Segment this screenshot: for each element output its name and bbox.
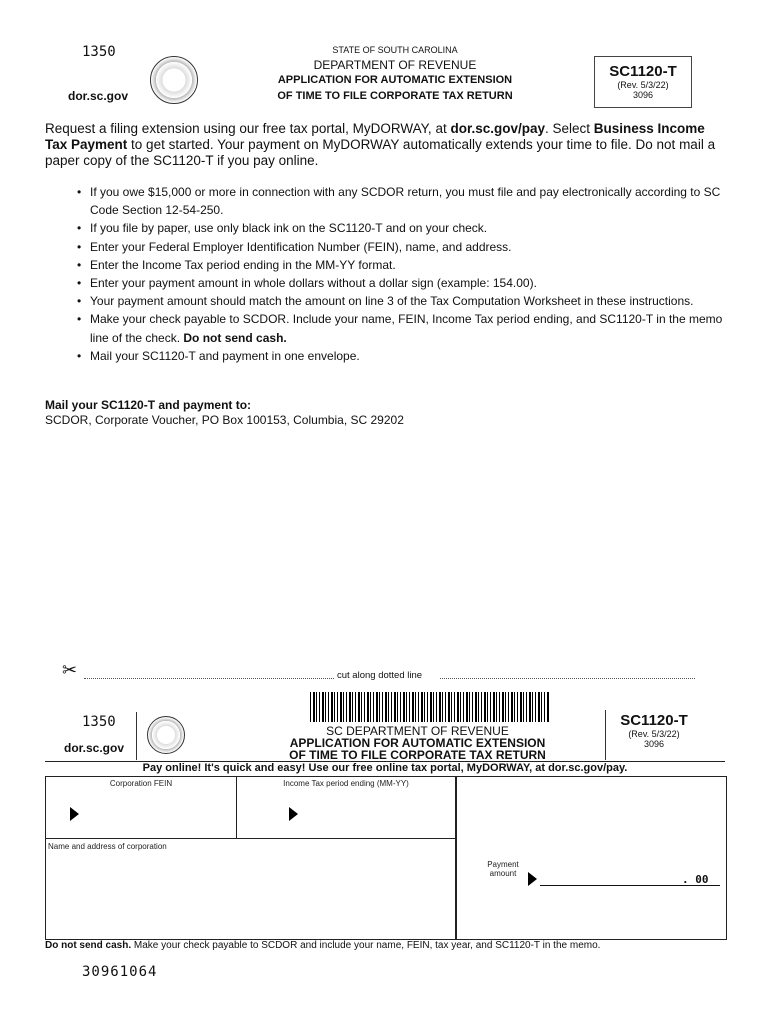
revision: (Rev. 5/3/22): [617, 80, 669, 90]
voucher-form-code: 1350: [82, 714, 116, 730]
cut-line-left: [84, 678, 334, 679]
document-number: 30961064: [82, 964, 158, 980]
fein-label: Corporation FEIN: [109, 779, 173, 788]
voucher-department: SC DEPARTMENT OF REVENUE: [326, 724, 509, 738]
name-address-label: Name and address of corporation: [48, 842, 167, 851]
cents-suffix: . 00: [682, 873, 709, 886]
mail-address: SCDOR, Corporate Voucher, PO Box 100153, Columbia, SC 29202: [45, 413, 404, 427]
name-address-field[interactable]: [48, 855, 452, 935]
footer-warning: Do not send cash.: [45, 940, 132, 951]
state-seal-icon: [150, 56, 198, 104]
intro-text-3: to get started. Your payment on MyDORWAY automatically extends your time to file. Do not mail a paper copy of the SC1120-T if you pay online.: [45, 137, 716, 168]
scissors-icon: ✂: [62, 660, 78, 680]
footer-text: Make your check payable to SCDOR and include your name, FEIN, tax year, and SC1120-T in the memo.: [131, 940, 601, 951]
list-item: • If you owe $15,000 or more in connection with any SCDOR return, you must file and pay electronically according to SC Code Section 12-54-250.: [90, 183, 732, 219]
voucher-title-line1: APPLICATION FOR AUTOMATIC EXTENSION: [289, 736, 546, 750]
form-title-line1: APPLICATION FOR AUTOMATIC EXTENSION: [277, 74, 513, 86]
voucher-form-id: SC1120-T: [620, 712, 688, 729]
payment-box: [455, 776, 727, 940]
voucher-footer: [45, 940, 600, 951]
divider: [605, 710, 606, 760]
website: dor.sc.gov: [68, 89, 129, 103]
divider: [136, 712, 137, 760]
list-item: • Enter your Federal Employer Identification Number (FEIN), name, and address.: [90, 238, 732, 256]
arrow-right-icon: [289, 807, 298, 821]
form-code: 1350: [82, 44, 116, 60]
voucher-form-number: 3096: [643, 739, 665, 749]
department-name: DEPARTMENT OF REVENUE: [313, 58, 477, 72]
voucher-form-id-box: [608, 712, 700, 749]
no-cash-warning: Do not send cash.: [183, 330, 287, 345]
cut-line-right: [440, 678, 695, 679]
form-title-line2: OF TIME TO FILE CORPORATE TAX RETURN: [277, 90, 513, 102]
list-item: • Enter the Income Tax period ending in the MM-YY format.: [90, 256, 732, 274]
cut-instruction: cut along dotted line: [337, 670, 423, 681]
period-label: Income Tax period ending (MM-YY): [283, 779, 409, 788]
intro-text-2: . Select: [545, 121, 594, 136]
form-id: SC1120-T: [609, 63, 677, 80]
arrow-right-icon: [528, 872, 537, 886]
divider: [45, 838, 456, 839]
payment-label-line1: Payment: [487, 860, 519, 869]
period-field[interactable]: [301, 800, 451, 830]
list-item: • If you file by paper, use only black ink on the SC1120-T and on your check.: [90, 219, 732, 237]
list-item: • Enter your payment amount in whole dollars without a dollar sign (example: 154.00).: [90, 274, 732, 292]
payment-label: [478, 860, 528, 878]
fein-field[interactable]: [82, 800, 232, 830]
arrow-right-icon: [70, 807, 79, 821]
list-item: • Mail your SC1120-T and payment in one envelope.: [90, 347, 732, 365]
voucher-title-line2: OF TIME TO FILE CORPORATE TAX RETURN: [289, 748, 546, 762]
voucher-seal-icon: [147, 716, 185, 754]
pay-online-banner: Pay online! It's quick and easy! Use our free online tax portal, MyDORWAY, at dor.sc.gov/pay.: [142, 762, 628, 774]
intro-paragraph: [45, 121, 725, 169]
instructions-list: [72, 183, 732, 365]
voucher-revision: (Rev. 5/3/22): [628, 729, 680, 739]
form-number: 3096: [632, 90, 654, 100]
portal-link: dor.sc.gov/pay: [450, 121, 545, 136]
form-id-box: [594, 56, 692, 108]
state-name: STATE OF SOUTH CAROLINA: [332, 45, 458, 55]
intro-bold-service: Business Income Tax Payment: [45, 121, 705, 152]
voucher-website: dor.sc.gov: [64, 741, 125, 755]
payment-label-line2: amount: [489, 869, 517, 878]
list-item-text: Make your check payable to SCDOR. Include your name, FEIN, Income Tax period ending, and SC1120-T in the memo line of the check.: [90, 312, 723, 345]
mail-heading: Mail your SC1120-T and payment to:: [45, 398, 252, 412]
list-item: • Your payment amount should match the amount on line 3 of the Tax Computation Worksheet in these instructions.: [90, 292, 732, 310]
list-item: [90, 310, 732, 346]
intro-text-1: Request a filing extension using our free tax portal, MyDORWAY, at: [45, 121, 451, 136]
barcode: [310, 692, 550, 722]
